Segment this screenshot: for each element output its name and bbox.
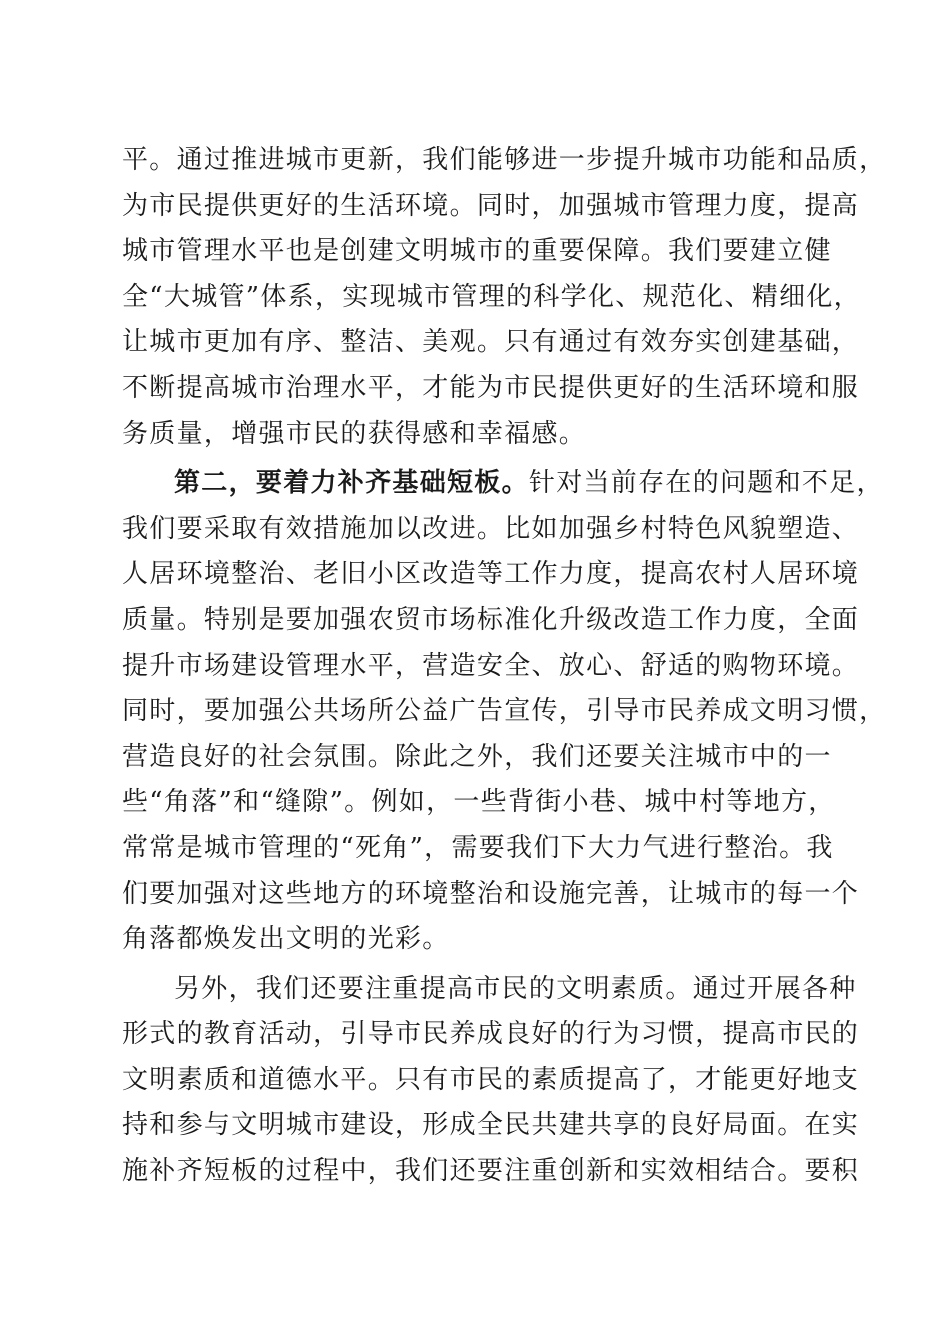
text-line: 务质量，增强市民的获得感和幸福感。 <box>122 418 587 449</box>
text-line-first: 另外，我们还要注重提高市民的文明素质。通过开展各种 <box>174 973 857 1004</box>
text-line-first <box>122 461 884 507</box>
text-line: 不断提高城市治理水平，才能为市民提供更好的生活环境和服 <box>122 372 860 403</box>
text-line: 文明素质和道德水平。只有市民的素质提高了，才能更好地支 <box>122 1064 860 1095</box>
paragraph-2 <box>122 461 887 963</box>
document-body <box>122 138 887 1195</box>
text-line: 全“大城管”体系，实现城市管理的科学化、规范化、精细化， <box>122 281 861 312</box>
text-line: 我们要采取有效措施加以改进。比如加强乡村特色风貌塑造、 <box>122 513 860 544</box>
text-line: 些“角落”和“缝隙”。例如，一些背街小巷、城中村等地方， <box>122 787 836 818</box>
text-line: 同时，要加强公共场所公益广告宣传，引导市民养成文明习惯， <box>122 696 887 727</box>
text-line: 让城市更加有序、整洁、美观。只有通过有效夯实创建基础， <box>122 327 860 358</box>
text-line: 质量。特别是要加强农贸市场标准化升级改造工作力度，全面 <box>122 604 860 635</box>
text-line: 营造良好的社会氛围。除此之外，我们还要关注城市中的一 <box>122 741 832 772</box>
text-line: 们要加强对这些地方的环境整治和设施完善，让城市的每一个 <box>122 878 860 909</box>
text-line: 提升市场建设管理水平，营造安全、放心、舒适的购物环境。 <box>122 650 860 681</box>
text-line: 人居环境整治、老旧小区改造等工作力度，提高农村人居环境 <box>122 559 860 590</box>
paragraph-3 <box>122 967 860 1195</box>
paragraph-1 <box>122 138 887 457</box>
text-line: 常常是城市管理的“死角”，需要我们下大力气进行整治。我 <box>122 832 834 863</box>
text-line: 角落都焕发出文明的光彩。 <box>122 924 450 955</box>
text-line: 施补齐短板的过程中，我们还要注重创新和实效相结合。要积 <box>122 1156 860 1187</box>
text-line: 为市民提供更好的生活环境。同时，加强城市管理力度，提高 <box>122 190 860 221</box>
section-heading: 第二，要着力补齐基础短板。 <box>174 468 529 499</box>
text-line: 持和参与文明城市建设，形成全民共建共享的良好局面。在实 <box>122 1110 860 1141</box>
text-run: 针对当前存在的问题和不足， <box>528 468 884 499</box>
text-line: 平。通过推进城市更新，我们能够进一步提升城市功能和品质， <box>122 145 887 175</box>
text-line: 形式的教育活动，引导市民养成良好的行为习惯，提高市民的 <box>122 1019 860 1050</box>
text-line: 城市管理水平也是创建文明城市的重要保障。我们要建立健 <box>122 236 832 267</box>
